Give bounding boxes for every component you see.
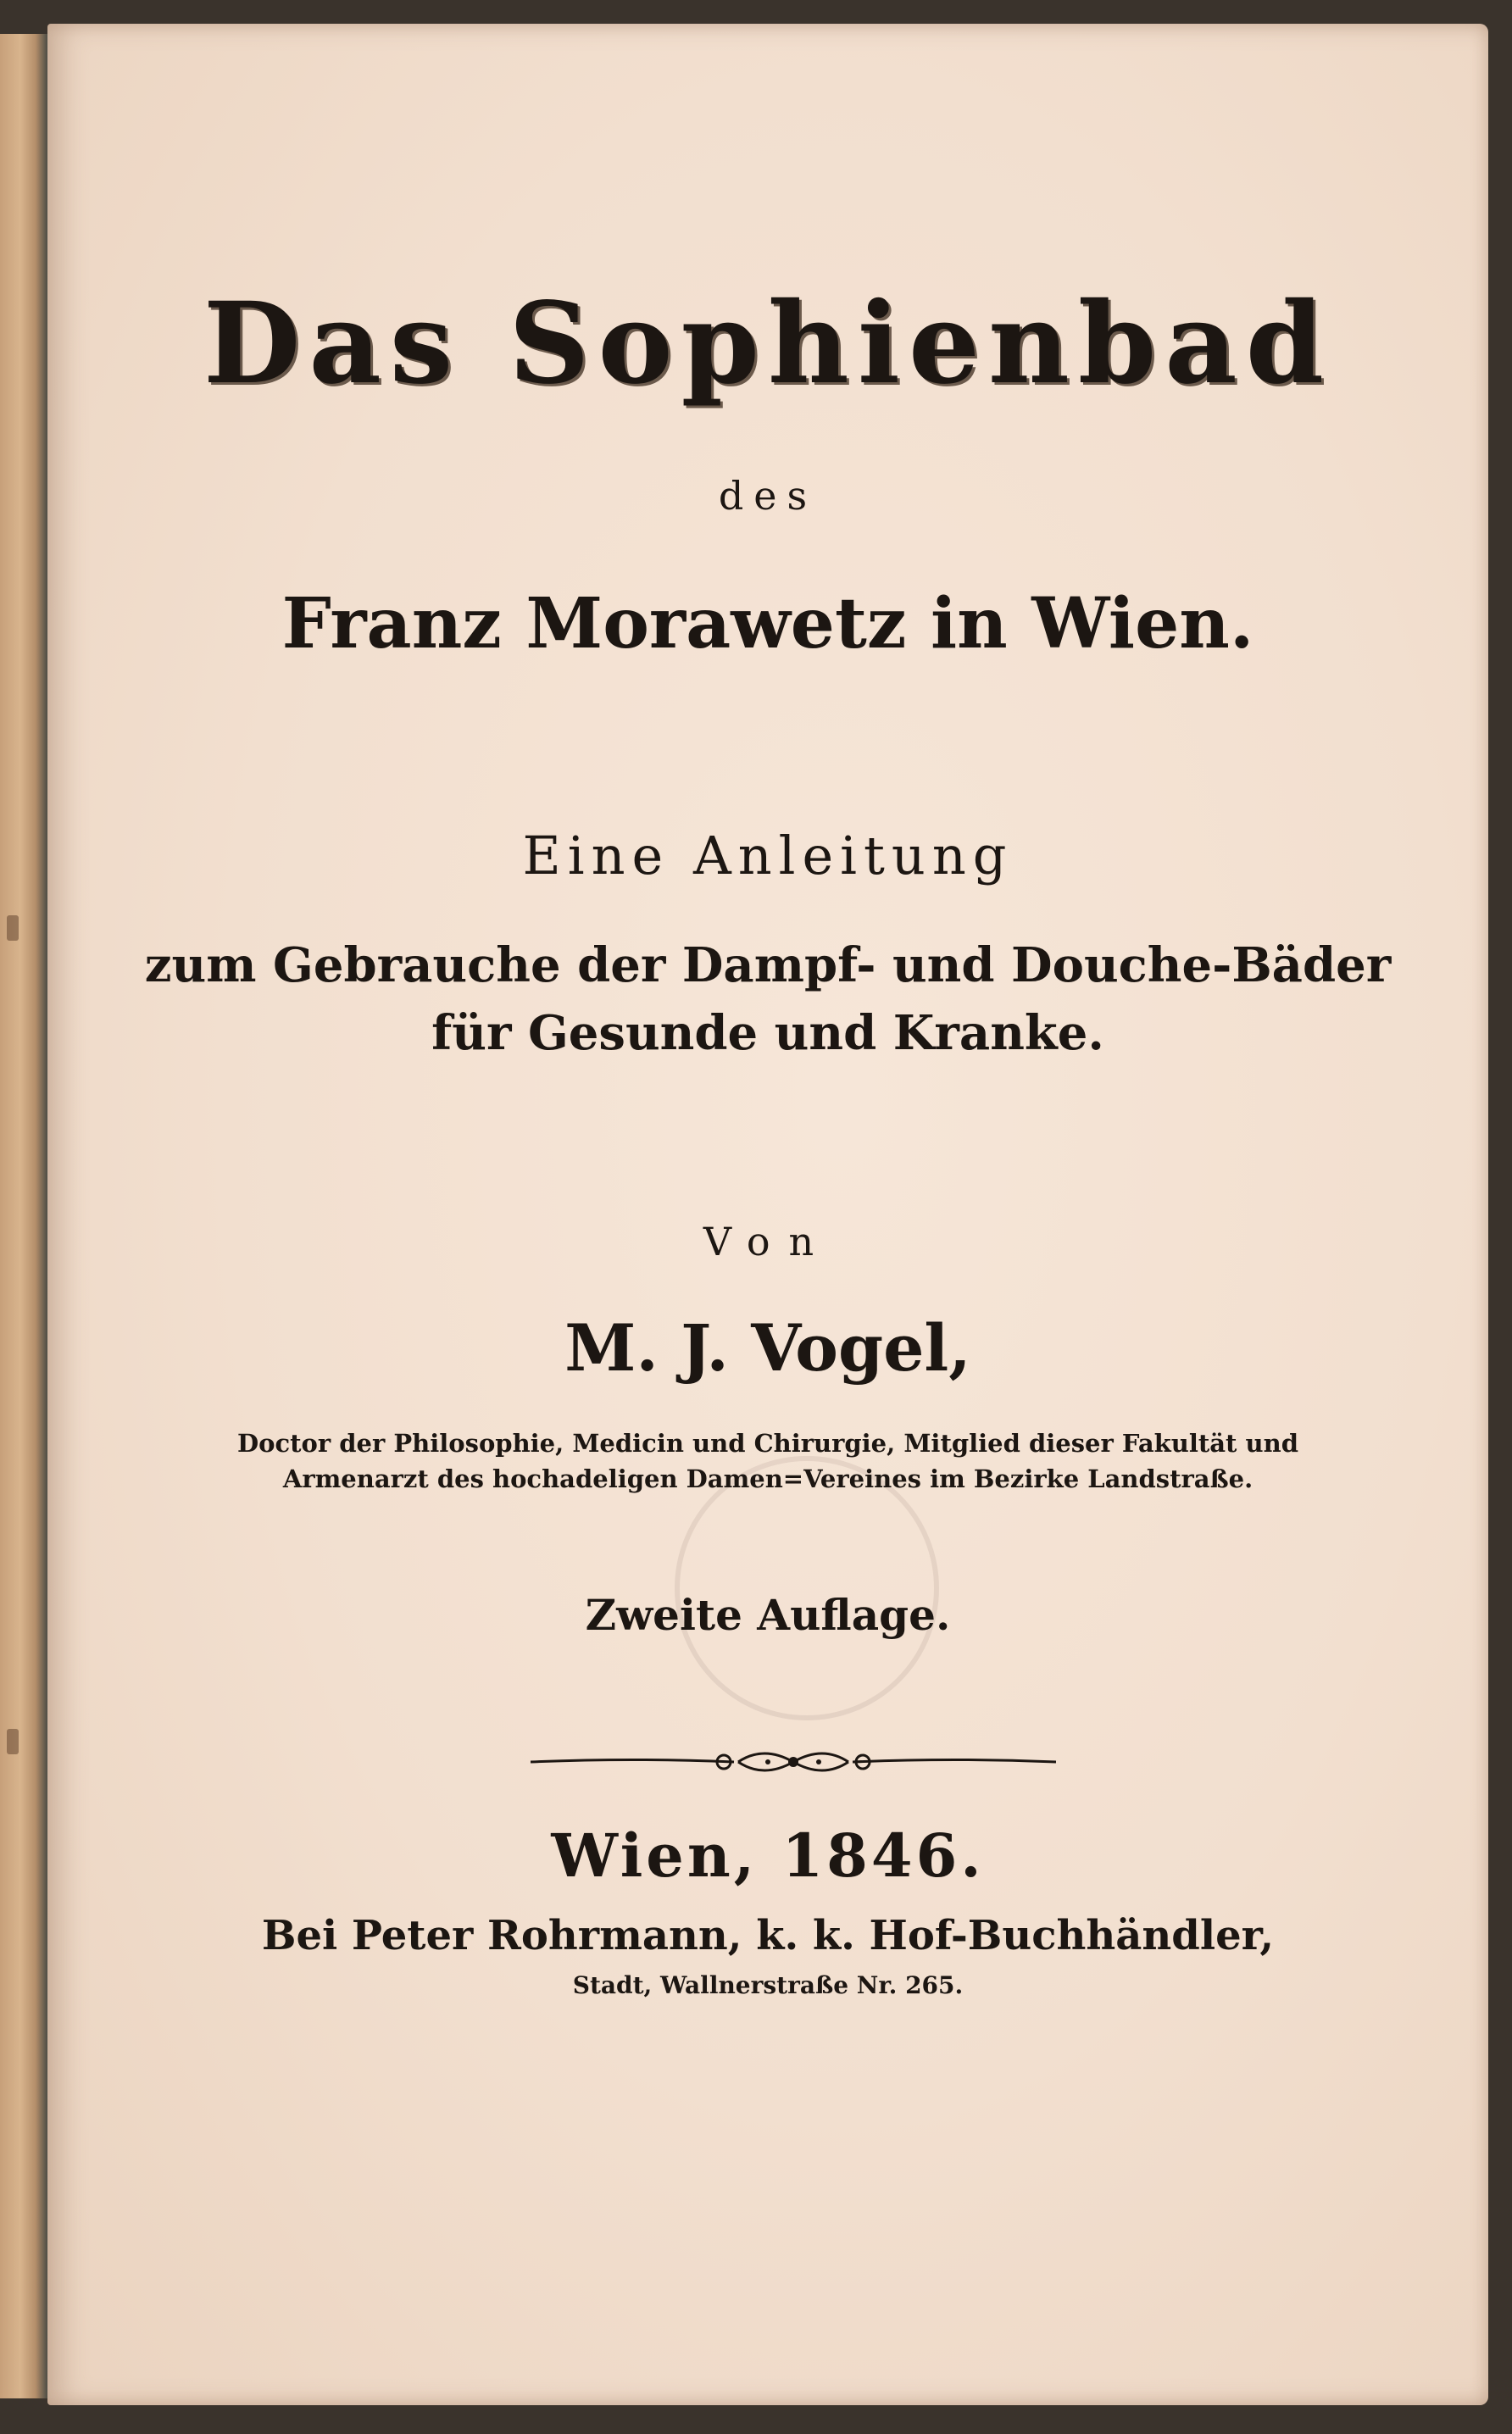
subtitle-line-2: für Gesunde und Kranke. — [431, 1005, 1104, 1061]
binding-thread-mark — [7, 1729, 19, 1754]
edition: Zweite Auflage. — [585, 1590, 951, 1640]
ornamental-divider — [531, 1741, 1056, 1783]
faint-library-stamp — [675, 1456, 939, 1720]
publisher: Bei Peter Rohrmann, k. k. Hof-Buchhändler, — [261, 1912, 1275, 1959]
author-name: M. J. Vogel, — [564, 1310, 971, 1386]
author-credentials-line-1: Doctor der Philosophie, Medicin und Chirurgie, Mitglied dieser Fakultät und — [237, 1429, 1298, 1458]
title-page — [47, 24, 1488, 2405]
author-credentials-line-2: Armenarzt des hochadeligen Damen=Vereines im Bezirke Landstraße. — [282, 1464, 1254, 1493]
bath-owner: Franz Morawetz in Wien. — [281, 583, 1254, 664]
subtitle-line-1: zum Gebrauche der Dampf- und Douche-Bäder — [144, 937, 1392, 993]
subtitle-heading: Eine Anleitung — [522, 825, 1014, 886]
book-title: Das Sophienbad — [203, 278, 1333, 409]
city-and-year: Wien, 1846. — [551, 1820, 985, 1891]
book-spine — [0, 34, 51, 2398]
by-label: Von — [703, 1219, 833, 1264]
publisher-address: Stadt, Wallnerstraße Nr. 265. — [572, 1971, 964, 1999]
preposition-des: des — [718, 473, 818, 519]
binding-thread-mark — [7, 915, 19, 941]
